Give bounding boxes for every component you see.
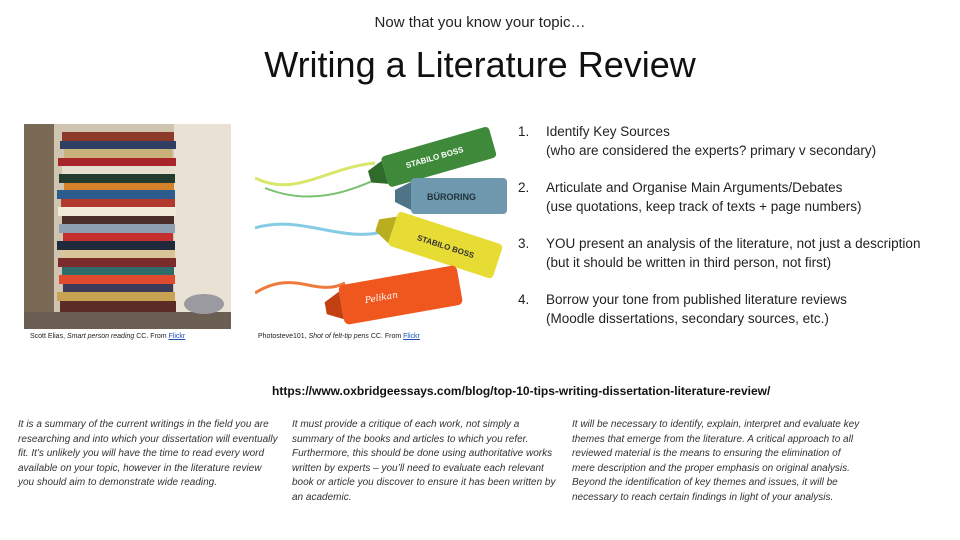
key-step-item [518, 122, 956, 160]
key-step-heading: Identify Key Sources [546, 124, 670, 139]
highlighter-pens-photo [255, 118, 510, 334]
book-stack-illustration [24, 124, 231, 329]
summary-column-3: It will be necessary to identify, explain, interpret and evaluate key themes that emerge from the literature. A critical approach to all reviewed material is the means to ensuring the elimination of mere description and the proper emphasis on original analysis. Beyond the identification of key themes and issues, it will be necessary to reach certain findings in light of your analysis. [572, 419, 860, 503]
books-caption-license: CC. From [134, 333, 169, 340]
pens-photo-caption [258, 333, 420, 340]
pens-caption-title: Shot of felt-tip pens [308, 333, 369, 340]
source-url-link[interactable]: https://www.oxbridgeessays.com/blog/top-10-tips-writing-dissertation-literature-review/ [272, 384, 771, 398]
book-stack-photo [24, 124, 231, 329]
key-step-number: 4. [518, 292, 530, 307]
key-step-item [518, 178, 956, 216]
summary-column-1: It is a summary of the current writings in the field you are researching and into which your dissertation will eventually fit. It’s unlikely you will have the time to read every word available on your topic, however in the literature review you should aim to demonstrate wide reading. [18, 419, 278, 488]
key-step-item [518, 290, 956, 328]
key-step-detail: (who are considered the experts? primary v secondary) [546, 143, 877, 158]
pen-label-4: Pelikan [364, 290, 399, 307]
books-photo-caption [30, 333, 185, 340]
slide-title: Writing a Literature Review [264, 44, 696, 85]
pen-label-3: STABILO BOSS [415, 233, 476, 261]
key-step-heading: Borrow your tone from published literature reviews [546, 292, 847, 307]
books-caption-link[interactable]: Flickr [168, 333, 186, 340]
books-caption-title: Smart person reading [66, 333, 135, 340]
key-step-number: 3. [518, 236, 530, 251]
key-step-heading: Articulate and Organise Main Arguments/Debates [546, 180, 843, 195]
key-step-number: 2. [518, 180, 530, 195]
pen-label-2: BÜRORING [427, 192, 476, 202]
key-steps-list [518, 122, 956, 346]
highlighter-pens-illustration [255, 118, 510, 334]
pens-caption-link[interactable]: Flickr [403, 333, 420, 340]
key-step-detail: (but it should be written in third person, not first) [546, 255, 832, 270]
key-step-number: 1. [518, 124, 530, 139]
key-step-detail: (Moodle dissertations, secondary sources, etc.) [546, 311, 829, 326]
pen-label-1: STABILO BOSS [404, 145, 465, 171]
books-caption-author: Scott Elias, [30, 333, 67, 340]
key-step-item [518, 234, 956, 272]
key-step-detail: (use quotations, keep track of texts + page numbers) [546, 199, 862, 214]
pens-caption-license: CC. From [368, 333, 404, 340]
summary-column-2: It must provide a critique of each work, not simply a summary of the books and articles to which you refer. Furthermore, this should be done using authoritative works written by experts – you’ll need to evaluate each relevant book or article you discover to ensure it has been written by an academic. [292, 419, 556, 503]
key-step-heading: YOU present an analysis of the literature, not just a description [546, 236, 921, 251]
slide-subtitle: Now that you know your topic… [374, 14, 586, 31]
pens-caption-author: Photosteve101, [258, 333, 309, 340]
